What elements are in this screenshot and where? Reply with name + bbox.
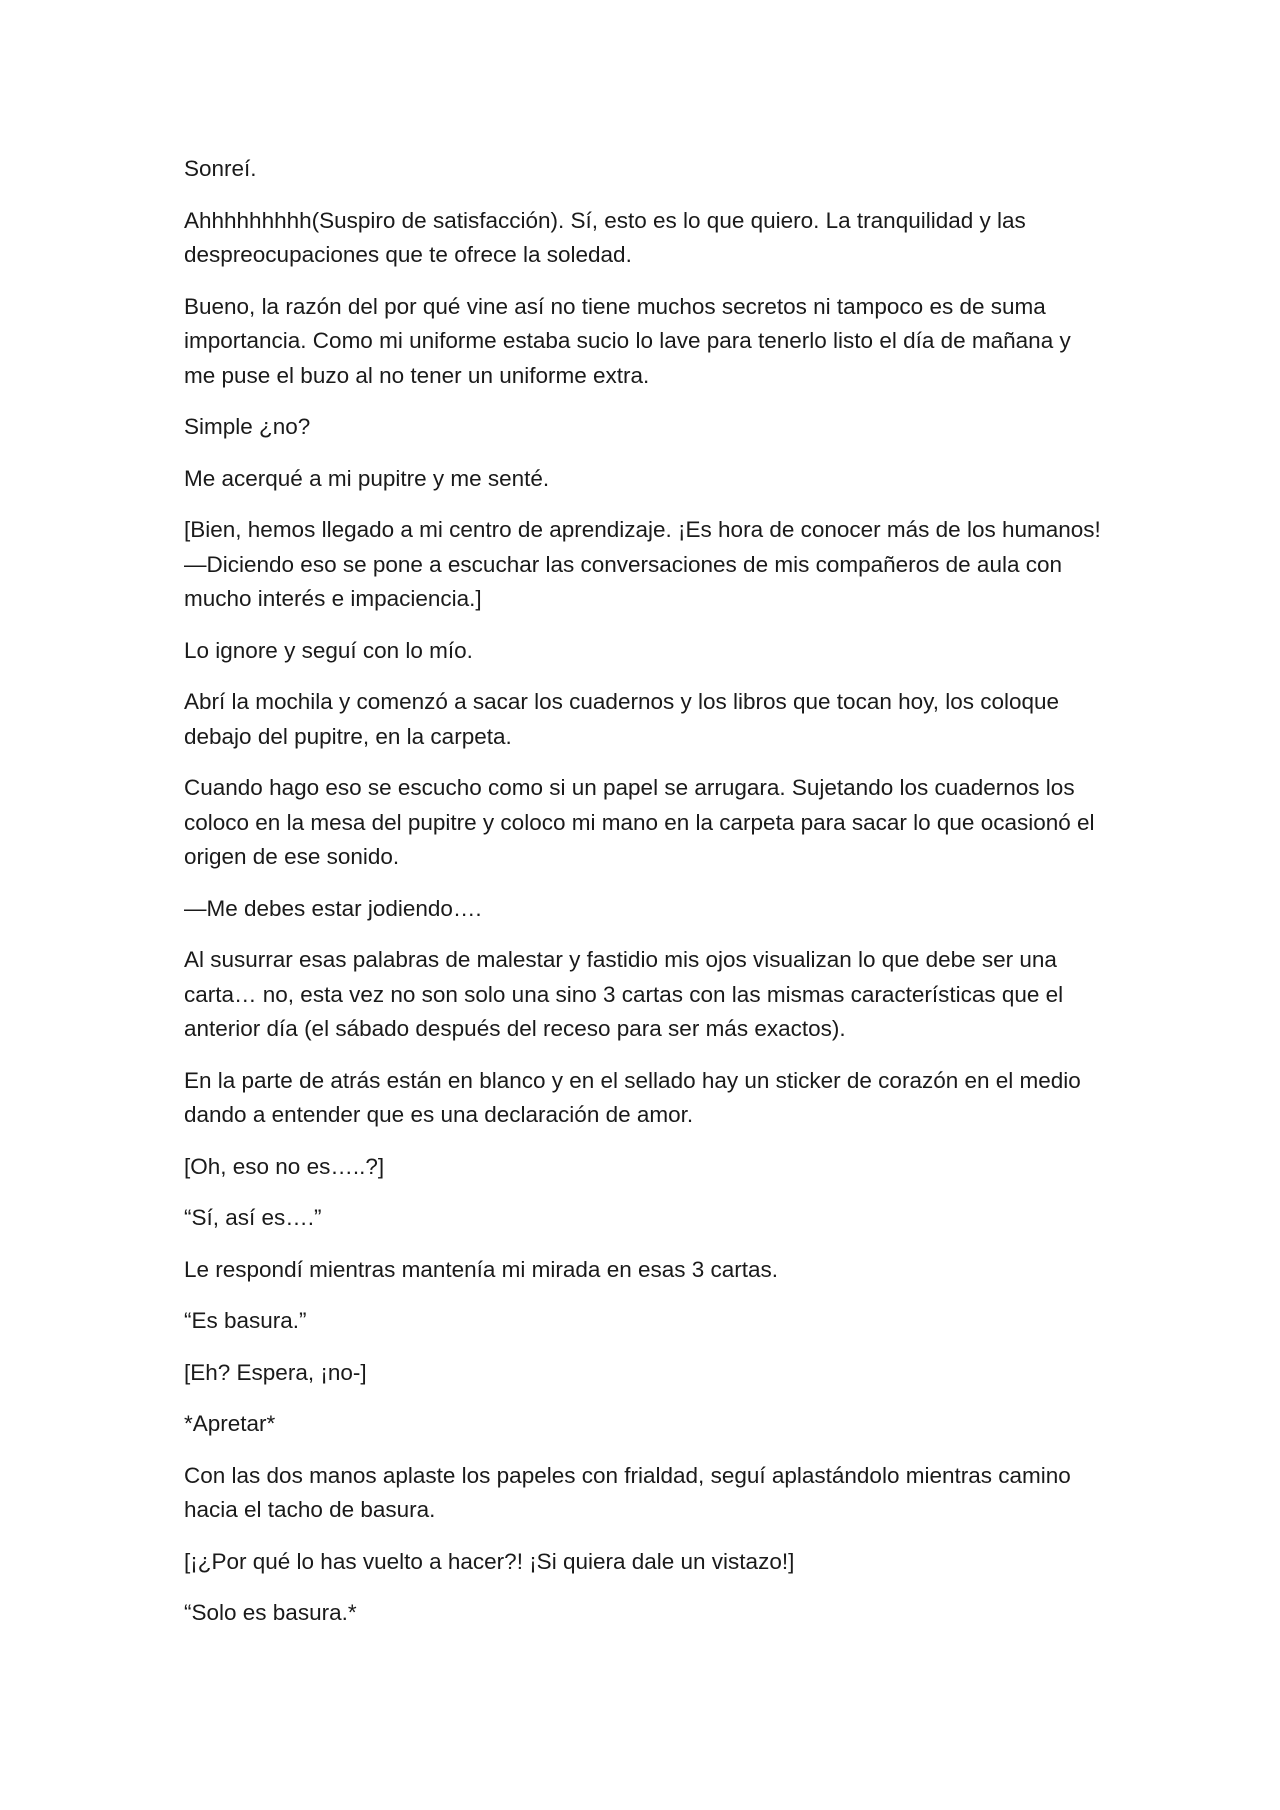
paragraph: —Me debes estar jodiendo…. [184, 895, 482, 921]
paragraph: [¡¿Por qué lo has vuelto a hacer?! ¡Si quiera dale un vistazo!] [184, 1548, 795, 1574]
paragraph: Al susurrar esas palabras de malestar y fastidio mis ojos visualizan lo que debe ser una carta… no, esta vez no son solo una sino 3 cartas con las mismas características que el anterior día (el sábado después del receso para ser más exactos). [184, 947, 1064, 1041]
paragraph: Bueno, la razón del por qué vine así no tiene muchos secretos ni tampoco es de suma importancia. Como mi uniforme estaba sucio lo lave para tenerlo listo el día de mañana y me puse el buzo al no tener un uniforme extra. [184, 293, 1071, 388]
paragraph: [Eh? Espera, ¡no-] [184, 1359, 367, 1385]
paragraph: Cuando hago eso se escucho como si un papel se arrugara. Sujetando los cuadernos los coloco en la mesa del pupitre y coloco mi mano en la carpeta para sacar lo que ocasionó el origen de ese sonido. [184, 775, 1095, 869]
paragraph: [Bien, hemos llegado a mi centro de aprendizaje. ¡Es hora de conocer más de los humanos!—Diciendo eso se pone a escuchar las conversaciones de mis compañeros de aula con mucho interés e impaciencia.] [184, 517, 1101, 611]
paragraph: En la parte de atrás están en blanco y en el sellado hay un sticker de corazón en el medio dando a entender que es una declaración de amor. [184, 1067, 1081, 1127]
paragraph: Le respondí mientras mantenía mi mirada en esas 3 cartas. [184, 1256, 779, 1282]
paragraph: *Apretar* [184, 1411, 276, 1436]
paragraph: Abrí la mochila y comenzó a sacar los cuadernos y los libros que tocan hoy, los coloque debajo del pupitre, en la carpeta. [184, 689, 1060, 749]
paragraph: “Sí, así es….” [184, 1205, 322, 1230]
paragraph: “Solo es basura.* [184, 1600, 357, 1625]
paragraph: [Oh, eso no es…..?] [184, 1153, 385, 1179]
paragraph: Ahhhhhhhhh(Suspiro de satisfacción). Sí, esto es lo que quiero. La tranquilidad y las despreocupaciones que te ofrece la soledad. [184, 207, 1026, 267]
paragraph: Sonreí. [184, 156, 257, 181]
paragraph: Lo ignore y seguí con lo mío. [184, 637, 473, 663]
document-page [184, 152, 1104, 1648]
paragraph: Simple ¿no? [184, 414, 311, 439]
paragraph: “Es basura.” [184, 1308, 307, 1333]
paragraph: Me acerqué a mi pupitre y me senté. [184, 465, 550, 491]
paragraph: Con las dos manos aplaste los papeles con frialdad, seguí aplastándolo mientras camino hacia el tacho de basura. [184, 1462, 1071, 1522]
